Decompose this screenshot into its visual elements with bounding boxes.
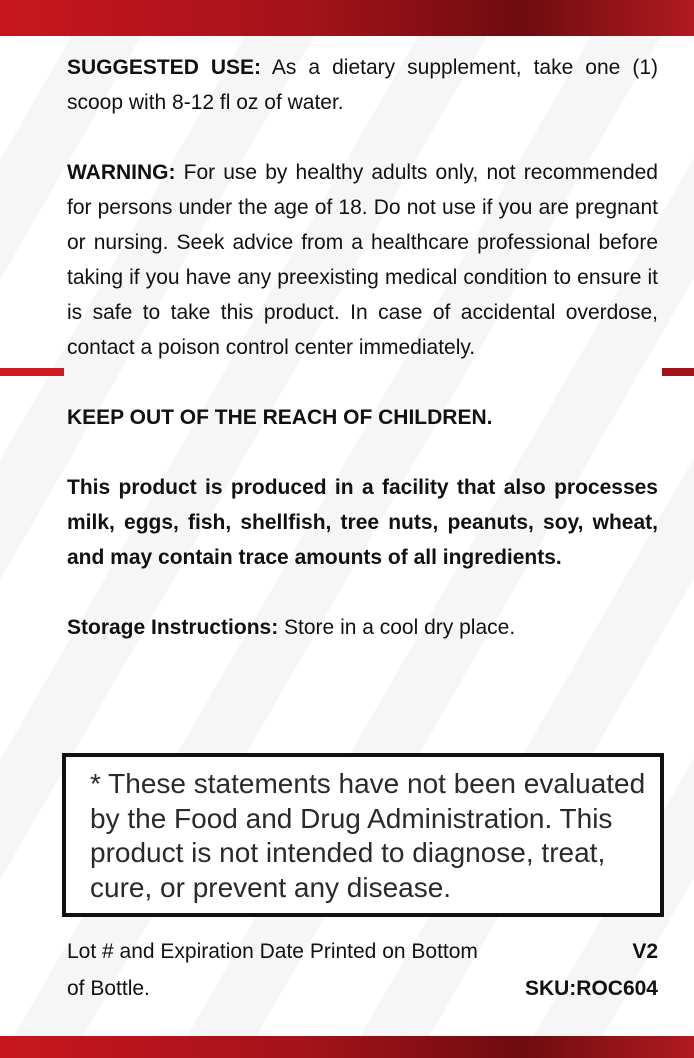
sku-code: SKU:ROC604 xyxy=(524,977,658,1000)
label-content xyxy=(67,50,658,645)
suggested-use-label: SUGGESTED USE: xyxy=(67,56,262,79)
storage-text: Store in a cool dry place. xyxy=(278,616,516,639)
warning-paragraph xyxy=(67,155,658,365)
storage-paragraph xyxy=(67,610,658,645)
suggested-use-text: As a dietary supplement, take one (1) scoop with 8-12 fl oz of water. xyxy=(67,56,658,114)
top-red-band xyxy=(0,0,694,36)
allergen-statement: This product is produced in a facility that also processes milk, eggs, fish, shellfish, tree nuts, peanuts, soy, wheat, and may contain trace amounts of all ingredients. xyxy=(67,476,658,569)
keep-out-of-reach-statement: KEEP OUT OF THE REACH OF CHILDREN. xyxy=(67,406,493,429)
product-codes xyxy=(525,933,658,1007)
warning-label: WARNING: xyxy=(67,161,176,184)
right-red-marker xyxy=(662,368,694,376)
fda-disclaimer-box xyxy=(62,753,664,917)
suggested-use-paragraph xyxy=(67,50,658,120)
storage-label: Storage Instructions: xyxy=(67,616,279,639)
warning-text: For use by healthy adults only, not recommended for persons under the age of 18. Do not use if you are pregnant or nursing. Seek advice from a healthcare professional before taking if you have any preexisting medical condition to ensure it is safe to take this product. In case of accidental overdose, contact a poison control center immediately. xyxy=(67,161,658,359)
version-code: V2 xyxy=(632,940,658,963)
bottom-red-band xyxy=(0,1036,694,1058)
lot-expiration-note: Lot # and Expiration Date Printed on Bottom of Bottle. xyxy=(67,940,478,1000)
left-red-marker xyxy=(0,368,64,376)
fda-disclaimer-text: * These statements have not been evaluated by the Food and Drug Administration. This product is not intended to diagnose, treat, cure, or prevent any disease. xyxy=(90,768,646,903)
